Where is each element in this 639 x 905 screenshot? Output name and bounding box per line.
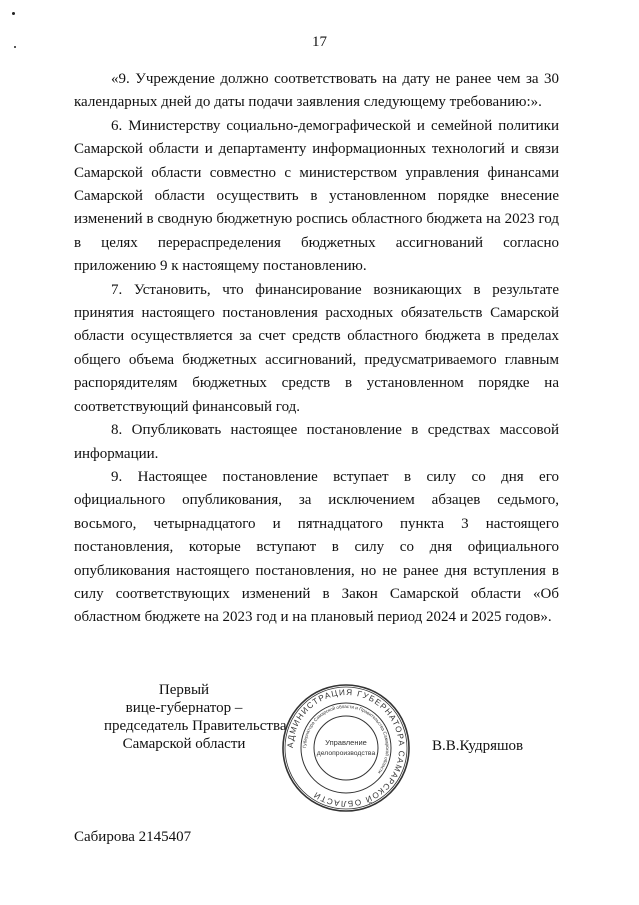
paragraph-7: 7. Установить, что финансирование возникающих в результате принятия настоящего постановления расходных обязательств Самарской области осуществляется за счет средств областного бюджета в пределах общего объема бюджетных ассигнований, предусматриваемого главным распорядителям бюджетных средств в установленном порядке на соответствующий финансовый год. (74, 281, 559, 415)
paragraph-quote-item-9: «9. Учреждение должно соответствовать на дату не ранее чем за 30 календарных дней до даты подачи заявления следующему требованию:». (74, 71, 559, 111)
document-body (74, 68, 559, 630)
paragraph-9: 9. Настоящее постановление вступает в силу со дня его официального опубликования, за исключением абзацев седьмого, восьмого, четырнадцатого и пятнадцатого пункта 3 настоящего постановления, которые вступают в силу со дня официального опубликования настоящего постановления, но не ранее дня вступления в силу соответствующих изменений в Закон Самарской области «Об областном бюджете на 2023 год и на плановый период 2024 и 2025 годов». (74, 468, 559, 626)
stamp-center-line-1: Управление (325, 738, 367, 747)
scan-speck (12, 12, 15, 15)
paragraph-8: 8. Опубликовать настоящее постановление в средствах массовой информации. (74, 422, 559, 462)
position-line: вице-губернатор – (125, 700, 243, 716)
signatory-name: В.В.Кудряшов (432, 738, 524, 754)
executor-contact: Сабирова 2145407 (74, 829, 192, 845)
page-number: 17 (312, 34, 327, 50)
stamp-inner-text: Губернатора Самарской области и Правительства Самарской области (301, 703, 391, 775)
signatory-position (104, 681, 287, 753)
official-seal-stamp (281, 683, 411, 813)
position-line: Самарской области (122, 736, 246, 752)
position-line: Первый (158, 682, 210, 698)
paragraph-6: 6. Министерству социально-демографической и семейной политики Самарской области и департаменту информационных технологий и связи Самарской области совместно с министерством управления финансами Самарской области осуществить в установленном порядке внесение изменений в сводную бюджетную роспись областного бюджета на 2023 год в целях перераспределения бюджетных ассигнований согласно приложению 9 к настоящему постановлению. (74, 117, 559, 275)
position-line: председатель Правительства (104, 718, 287, 734)
stamp-center-line-2: делопроизводства (316, 750, 376, 757)
stamp-outer-text: АДМИНИСТРАЦИЯ ГУБЕРНАТОРА САМАРСКОЙ ОБЛАСТИ (285, 687, 407, 809)
